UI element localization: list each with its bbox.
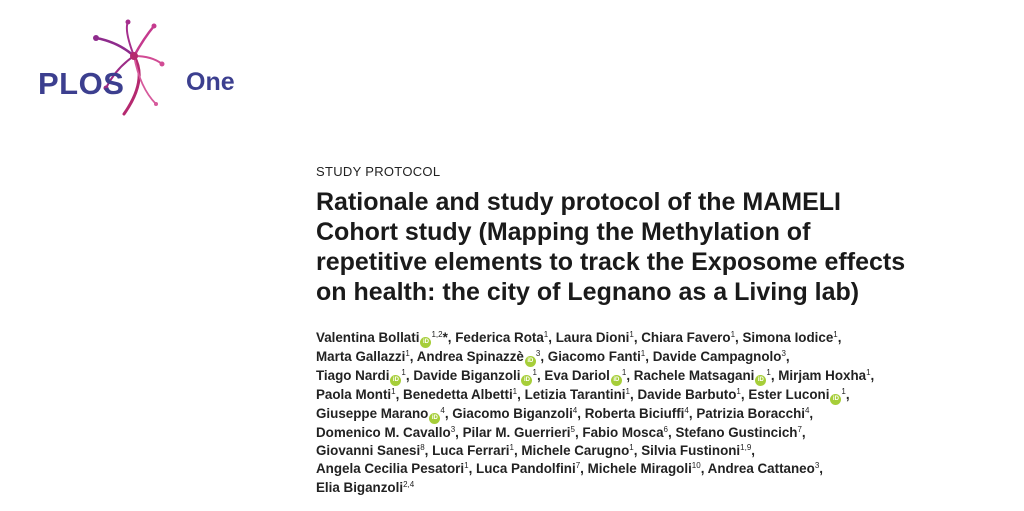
author-name: Letizia Tarantini [524, 387, 626, 402]
author-name: Andrea Spinazzè [416, 349, 524, 364]
orcid-icon[interactable]: iD [390, 375, 401, 386]
author-name: Ester Luconi [748, 387, 830, 402]
logo-plos-text: PLOS [38, 66, 125, 101]
author-entry[interactable] [521, 443, 633, 458]
affiliation-marker: 1 [509, 443, 514, 453]
author-entry[interactable] [708, 461, 820, 476]
affiliation-marker: 4 [572, 406, 578, 415]
affiliation-marker: 7 [797, 425, 802, 434]
affiliation-marker: 4 [804, 406, 810, 415]
orcid-icon[interactable]: iD [429, 413, 440, 424]
author-entry[interactable] [525, 387, 630, 402]
author-entry[interactable] [778, 368, 870, 383]
title-line: on health: the city of Legnano as a Living lab) [316, 278, 860, 306]
author-name: Andrea Cattaneo [707, 461, 815, 477]
author-line [316, 479, 1006, 497]
author-name: Michele Carugno [521, 443, 630, 459]
orcid-icon[interactable]: iD [420, 337, 431, 348]
author-entry[interactable] [413, 368, 537, 383]
author-entry[interactable] [641, 330, 735, 345]
author-entry[interactable] [582, 425, 668, 440]
author-name: Simona Iodice [742, 330, 834, 345]
author-name: Giacomo Biganzoli [452, 406, 573, 421]
author-name: Davide Campagnolo [652, 349, 782, 364]
affiliation-marker: 7 [575, 461, 581, 471]
affiliation-marker: 1,2 [431, 330, 443, 339]
author-name: Davide Biganzoli [413, 368, 521, 383]
author-entry[interactable] [316, 387, 396, 402]
author-name: Michele Miragoli [587, 461, 692, 477]
affiliation-marker: 3 [814, 461, 820, 471]
author-name: Pilar M. Guerrieri [462, 425, 571, 440]
affiliation-marker: 1 [543, 330, 549, 339]
author-entry[interactable] [742, 330, 837, 345]
affiliation-marker: 2,4 [403, 479, 415, 489]
author-name: Silvia Fustinoni [641, 443, 741, 459]
affiliation-marker: 4 [440, 406, 445, 415]
affiliation-marker: 1 [736, 387, 741, 396]
author-name: Valentina Bollati [316, 330, 420, 345]
orcid-icon[interactable]: iD [611, 375, 622, 386]
author-name: Luca Ferrari [432, 443, 510, 459]
author-name: Angela Cecilia Pesatori [316, 461, 465, 477]
author-name: Giovanni Sanesi [316, 443, 421, 459]
author-entry[interactable] [403, 387, 517, 402]
affiliation-marker: 1 [621, 368, 627, 377]
author-line: Paola Monti$^1$, Benedetta Albetti$^1$, Letizia Tarantini$^1$, Davide Barbuto$^1$, Ester Luconi $iD^1$, [316, 386, 1006, 405]
affiliation-marker: 3 [450, 425, 456, 434]
title-line: Rationale and study protocol of the MAMELI [316, 188, 841, 216]
author-line: Marta Gallazzi$^1$, Andrea Spinazzè $iD^3$, Giacomo Fanti$^1$, Davide Campagnolo$^3$, [316, 348, 1006, 367]
affiliation-marker: 3 [535, 349, 541, 358]
author-entry[interactable] [316, 461, 469, 476]
author-entry[interactable] [432, 443, 514, 458]
orcid-icon[interactable]: iD [830, 394, 841, 405]
author-line: Tiago Nardi $iD^1$, Davide Biganzoli $iD^1$, Eva Dariol $iD^1$, Rachele Matsagani $iD^1$, Mirjam Hoxha$^1$, [316, 367, 1006, 386]
author-name: Elia Biganzoli [316, 479, 404, 495]
author-entry[interactable] [585, 406, 689, 421]
orcid-icon[interactable]: iD [755, 375, 766, 386]
author-entry[interactable] [556, 330, 634, 345]
affiliation-marker: 1 [405, 349, 410, 358]
logo-one-text: One [186, 68, 235, 96]
author-entry[interactable] [548, 349, 645, 364]
author-entry[interactable] [476, 461, 580, 476]
author-entry[interactable] [696, 406, 809, 421]
orcid-icon[interactable]: iD [521, 375, 532, 386]
author-entry[interactable] [653, 349, 786, 364]
author-entry[interactable] [455, 330, 548, 345]
author-name: Davide Barbuto [637, 387, 737, 402]
author-name: Marta Gallazzi [316, 349, 406, 364]
affiliation-marker: 8 [420, 443, 425, 453]
affiliation-marker: 1 [640, 349, 646, 358]
author-entry[interactable] [316, 480, 414, 495]
article-title [316, 187, 1006, 307]
author-name: Tiago Nardi [316, 368, 390, 383]
author-entry[interactable] [316, 425, 455, 440]
affiliation-marker: 10 [691, 461, 701, 471]
title-line: repetitive elements to track the Exposome effects [316, 248, 906, 276]
author-entry[interactable] [316, 349, 410, 364]
author-entry[interactable] [748, 387, 846, 402]
author-entry[interactable] [588, 461, 701, 476]
author-name: Luca Pandolfini [476, 461, 576, 477]
affiliation-marker: 1 [512, 387, 518, 396]
author-name: Chiara Favero [641, 330, 731, 345]
author-name: Federica Rota [455, 330, 544, 345]
author-entry[interactable] [316, 330, 448, 345]
author-name: Roberta Biciuffi [584, 406, 685, 421]
author-entry[interactable] [316, 443, 425, 458]
author-line: Angela Cecilia Pesatori$^1$, Luca Pandolfini$^7$, Michele Miragoli$^{10}$, Andrea Cattaneo$^3$, [316, 461, 823, 477]
affiliation-marker: 1 [766, 368, 771, 377]
corresponding-author-marker: * [442, 330, 448, 345]
author-name: Giuseppe Marano [316, 406, 429, 421]
author-name: Eva Dariol [544, 368, 610, 383]
affiliation-marker: 1,9 [740, 443, 752, 453]
affiliation-marker: 3 [781, 349, 786, 358]
author-entry[interactable] [316, 406, 445, 421]
author-list [316, 329, 1006, 497]
author-entry[interactable] [641, 443, 751, 458]
author-entry[interactable] [417, 349, 541, 364]
author-name: Fabio Mosca [582, 425, 664, 440]
author-line: Giovanni Sanesi$^8$, Luca Ferrari$^1$, Michele Carugno$^1$, Silvia Fustinoni$^{1,9}$, [316, 443, 756, 459]
author-entry[interactable] [452, 406, 577, 421]
author-line: Domenico M. Cavallo$^3$, Pilar M. Guerrieri$^5$, Fabio Mosca$^6$, Stefano Gustincich$^7$, [316, 425, 806, 440]
affiliation-marker: 1 [629, 443, 634, 453]
author-name: Laura Dioni [555, 330, 630, 345]
affiliation-marker: 1 [629, 330, 634, 339]
plos-one-logo[interactable] [36, 18, 246, 118]
author-name: Domenico M. Cavallo [316, 425, 451, 440]
author-name: Paola Monti [316, 387, 392, 402]
affiliation-marker: 1 [730, 330, 736, 339]
author-name: Patrizia Boracchi [696, 406, 805, 421]
affiliation-marker: 4 [684, 406, 689, 415]
affiliation-marker: 1 [532, 368, 537, 377]
author-name: Giacomo Fanti [547, 349, 641, 364]
author-name: Rachele Matsagani [633, 368, 755, 383]
affiliation-marker: 6 [663, 425, 668, 434]
orcid-icon[interactable]: iD [525, 356, 536, 367]
affiliation-marker: 1 [833, 330, 838, 339]
article-header [316, 164, 1006, 497]
author-line: Valentina Bollati iD$^{1,2}$*, Federica Rota$^1$, Laura Dioni$^1$, Chiara Favero$^1$, Simona Iodice$^1$, [316, 329, 1006, 348]
author-name: Stefano Gustincich [675, 425, 798, 440]
author-entry[interactable] [637, 387, 740, 402]
author-name: Mirjam Hoxha [778, 368, 867, 383]
affiliation-marker: 1 [391, 387, 396, 396]
author-entry[interactable] [544, 368, 626, 383]
author-entry[interactable] [316, 368, 406, 383]
title-line: Cohort study (Mapping the Methylation of [316, 218, 811, 246]
affiliation-marker: 1 [625, 387, 630, 396]
author-entry[interactable] [463, 425, 575, 440]
article-type-label: STUDY PROTOCOL [316, 164, 441, 179]
author-line: Giuseppe Marano $iD^4$, Giacomo Biganzoli$^4$, Roberta Biciuffi$^4$, Patrizia Boracchi$^4$, [316, 405, 1006, 424]
affiliation-marker: 1 [866, 368, 871, 377]
affiliation-marker: 5 [570, 425, 575, 434]
author-name: Benedetta Albetti [403, 387, 513, 402]
affiliation-marker: 1 [401, 368, 406, 377]
affiliation-marker: 1 [464, 461, 469, 471]
author-entry[interactable] [634, 368, 771, 383]
affiliation-marker: 1 [841, 387, 846, 396]
author-entry[interactable] [675, 425, 801, 440]
